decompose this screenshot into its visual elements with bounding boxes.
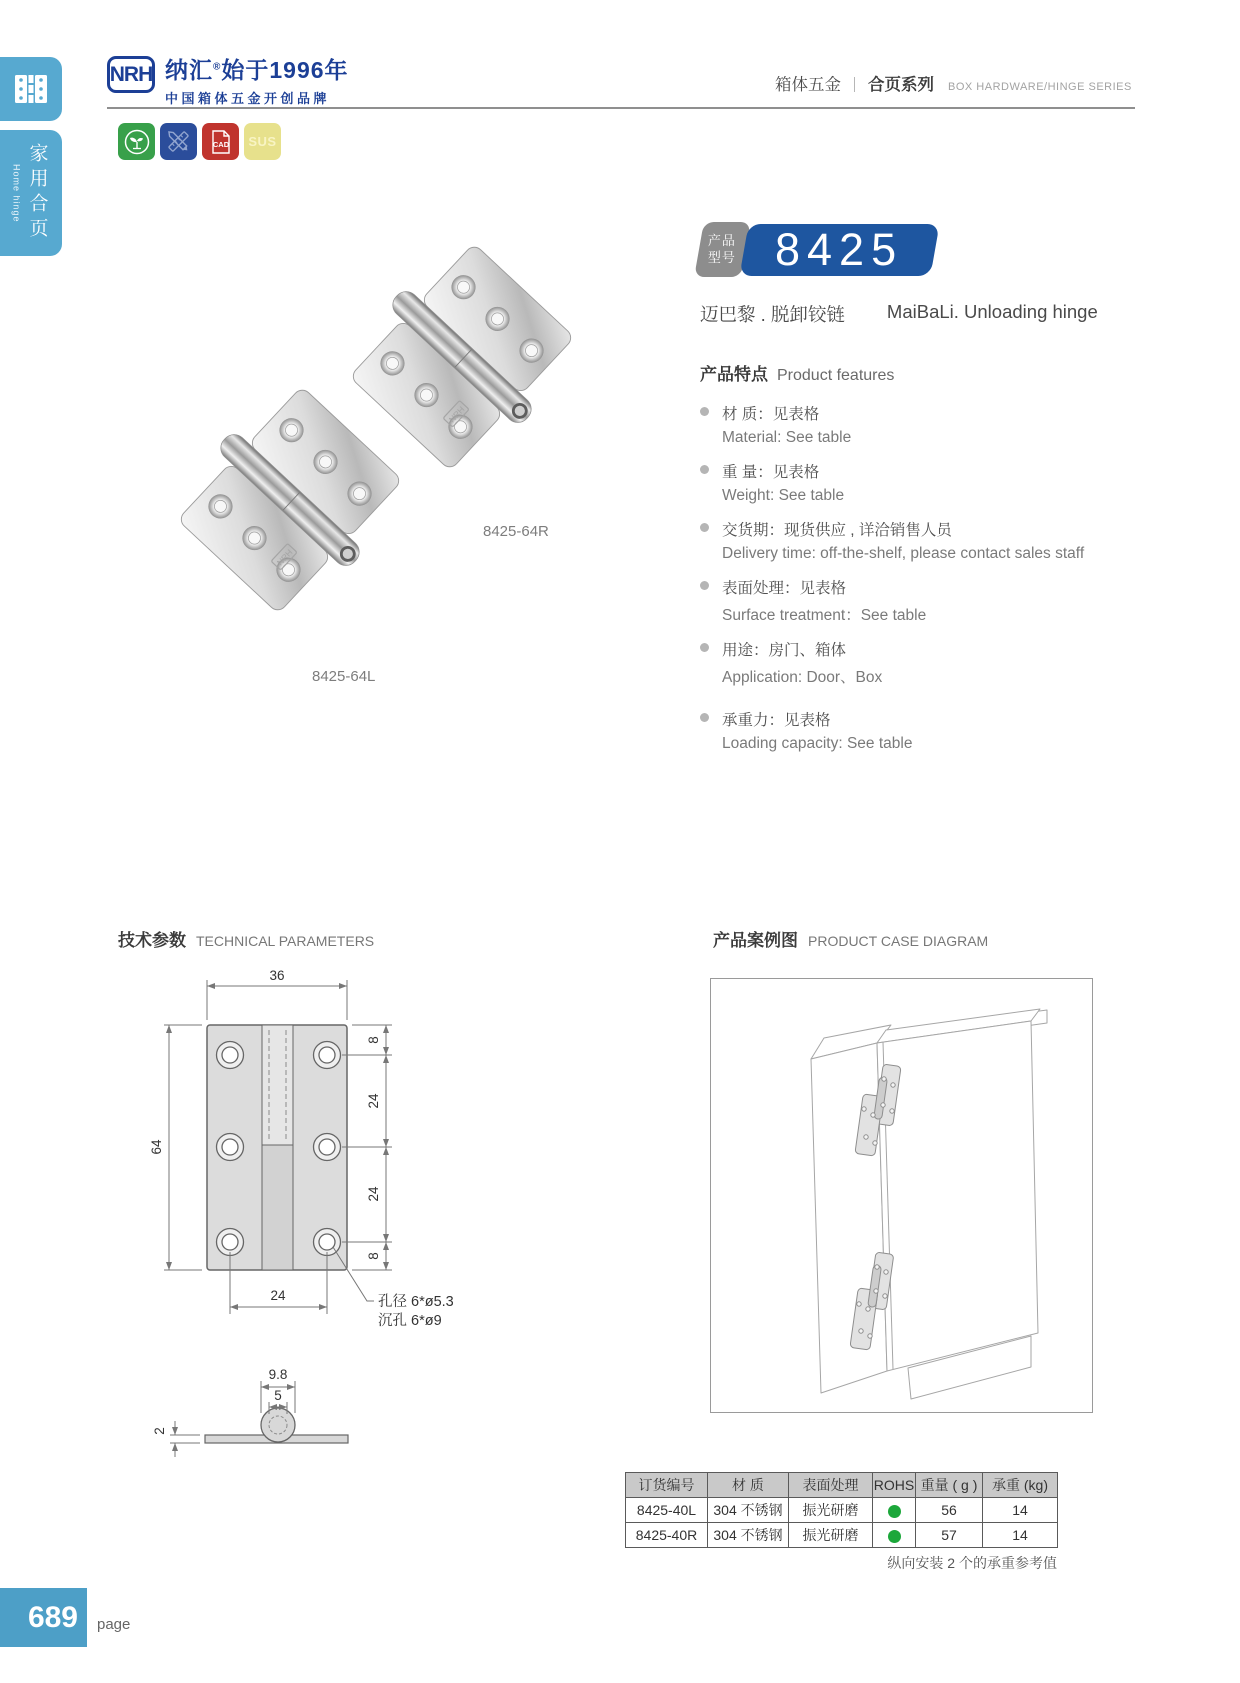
table-row xyxy=(626,1523,1058,1548)
features-title-en: Product features xyxy=(777,367,895,384)
bullet-dot xyxy=(700,713,709,722)
feature-cn: 承重力：见表格 xyxy=(722,712,831,729)
page-number-badge xyxy=(0,1588,87,1647)
feature-en: Delivery time: off-the-shelf, please contact sales staff xyxy=(722,545,1085,562)
case-diagram-drawing xyxy=(711,979,1092,1412)
features-list xyxy=(700,402,1175,753)
dim-right-mid1: 24 xyxy=(366,1093,381,1109)
tech-title-en: TECHNICAL PARAMETERS xyxy=(196,933,375,949)
dim-right-mid2: 24 xyxy=(366,1186,381,1202)
sus-icon xyxy=(244,123,281,160)
feature-en: Loading capacity: See table xyxy=(722,735,913,752)
col-material: 材 质 xyxy=(708,1473,789,1498)
bullet-dot xyxy=(700,581,709,590)
cell-weight: 57 xyxy=(916,1523,983,1548)
series-left: 箱体五金 xyxy=(775,76,841,94)
feature-en: Weight: See table xyxy=(722,487,845,504)
product-name xyxy=(700,301,1098,327)
feature-en: Surface treatment：See table xyxy=(722,607,927,624)
features-title-cn: 产品特点 xyxy=(700,365,768,384)
spec-header-row xyxy=(626,1473,1058,1498)
table-row xyxy=(626,1498,1058,1523)
hinge-photo-left xyxy=(163,372,418,627)
feature-en: Application: Door、Box xyxy=(722,669,883,686)
hinge-photo-right xyxy=(335,229,590,484)
feature-item xyxy=(700,708,1175,753)
hinge-icon xyxy=(13,69,49,109)
dim-right-bottom: 8 xyxy=(366,1252,381,1260)
feature-item xyxy=(700,638,1175,687)
cell-order-no: 8425-40L xyxy=(626,1498,708,1523)
feature-item xyxy=(700,576,1175,625)
rohs-pass-dot xyxy=(888,1530,901,1543)
case-title-cn: 产品案例图 xyxy=(713,931,798,950)
product-photo: NRH xyxy=(100,245,660,685)
series-right: 合页系列 xyxy=(868,76,935,94)
model-tag-text: 产品 型号 xyxy=(708,232,737,265)
tech-title-cn: 技术参数 xyxy=(118,931,186,950)
page-label: page xyxy=(97,1616,131,1633)
bullet-dot xyxy=(700,465,709,474)
page-number: 689 xyxy=(27,1600,78,1634)
spec-table xyxy=(625,1472,1058,1548)
eco-icon xyxy=(118,123,155,160)
cell-surface: 振光研磨 xyxy=(789,1523,873,1548)
bullet-dot xyxy=(700,643,709,652)
photo-label-right: 8425-64R xyxy=(483,523,549,540)
feature-item xyxy=(700,518,1175,563)
cell-material: 304 不锈钢 xyxy=(708,1498,789,1523)
feature-item xyxy=(700,402,1175,447)
cell-weight: 56 xyxy=(916,1498,983,1523)
cell-capacity: 14 xyxy=(983,1523,1058,1548)
cell-capacity: 14 xyxy=(983,1498,1058,1523)
col-order-no: 订货编号 xyxy=(626,1473,708,1498)
bullet-dot xyxy=(700,523,709,532)
cell-order-no: 8425-40R xyxy=(626,1523,708,1548)
cell-material: 304 不锈钢 xyxy=(708,1523,789,1548)
feature-cn: 材 质：见表格 xyxy=(722,406,820,423)
feature-item xyxy=(700,460,1175,505)
rohs-pass-dot xyxy=(888,1505,901,1518)
cad-icon-label: CAD xyxy=(212,139,229,149)
dim-height: 64 xyxy=(149,1139,164,1155)
sus-icon-label: SUS xyxy=(248,134,277,149)
hole-callout-1: 孔径 6*ø5.3 xyxy=(378,1294,454,1310)
series-header xyxy=(775,71,1132,95)
cell-rohs xyxy=(873,1498,916,1523)
technical-drawing xyxy=(120,950,550,1470)
brand-block xyxy=(165,52,349,107)
col-capacity: 承重 (kg) xyxy=(983,1473,1058,1498)
product-name-en: MaiBaLi. Unloading hinge xyxy=(886,301,1098,322)
brand-slogan: 中国箱体五金开创品牌 xyxy=(165,91,331,106)
features-section xyxy=(700,360,1175,766)
tools-icon xyxy=(160,123,197,160)
table-note: 纵向安装 2 个的承重参考值 xyxy=(887,1555,1057,1571)
dim-thickness: 2 xyxy=(152,1427,167,1435)
cert-icons-row xyxy=(118,123,281,160)
cell-rohs xyxy=(873,1523,916,1548)
nrh-logo xyxy=(107,56,155,93)
header-divider xyxy=(107,107,1135,109)
bullet-dot xyxy=(700,407,709,416)
dim-knuckle-outer: 9.8 xyxy=(268,1367,288,1382)
feature-en: Material: See table xyxy=(722,429,852,446)
case-title-en: PRODUCT CASE DIAGRAM xyxy=(808,933,989,949)
dim-bottom: 24 xyxy=(270,1288,286,1303)
case-diagram-heading xyxy=(713,926,988,951)
feature-cn: 交货期：现货供应 , 详洽销售人员 xyxy=(722,522,952,539)
model-number: 8425 xyxy=(775,224,904,275)
front-view xyxy=(207,1025,347,1270)
nrh-logo-text: NRH xyxy=(109,62,153,86)
feature-cn: 重 量：见表格 xyxy=(722,464,820,481)
tech-params-heading xyxy=(118,926,374,951)
dim-knuckle-inner: 5 xyxy=(274,1388,282,1403)
cell-surface: 振光研磨 xyxy=(789,1498,873,1523)
col-rohs: ROHS xyxy=(873,1473,916,1498)
feature-cn: 用途：房门、箱体 xyxy=(722,642,847,659)
features-heading xyxy=(700,360,1175,385)
dim-right-top: 8 xyxy=(366,1036,381,1044)
hole-callout-2: 沉孔 6*ø9 xyxy=(378,1313,442,1329)
side-view xyxy=(152,1367,348,1457)
series-divider: ｜ xyxy=(847,77,863,94)
series-en: BOX HARDWARE/HINGE SERIES xyxy=(948,81,1132,93)
model-number-badge xyxy=(739,224,939,276)
category-label-en: Home hinge xyxy=(11,163,22,223)
category-label-cn: 家用合页 xyxy=(26,143,48,243)
product-name-cn: 迈巴黎 . 脱卸铰链 xyxy=(700,304,845,325)
cad-icon xyxy=(202,123,239,160)
feature-cn: 表面处理：见表格 xyxy=(722,580,847,597)
dim-width: 36 xyxy=(269,968,285,983)
photo-label-left: 8425-64L xyxy=(312,668,376,685)
door-panel xyxy=(877,1021,1038,1371)
col-surface: 表面处理 xyxy=(789,1473,873,1498)
case-diagram-box xyxy=(710,978,1093,1413)
sidebar-category-tab xyxy=(0,130,62,256)
brand-line1: 纳汇®始于1996年 xyxy=(165,57,349,83)
col-weight: 重量 ( g ) xyxy=(916,1473,983,1498)
sidebar-hinge-tab xyxy=(0,57,62,121)
